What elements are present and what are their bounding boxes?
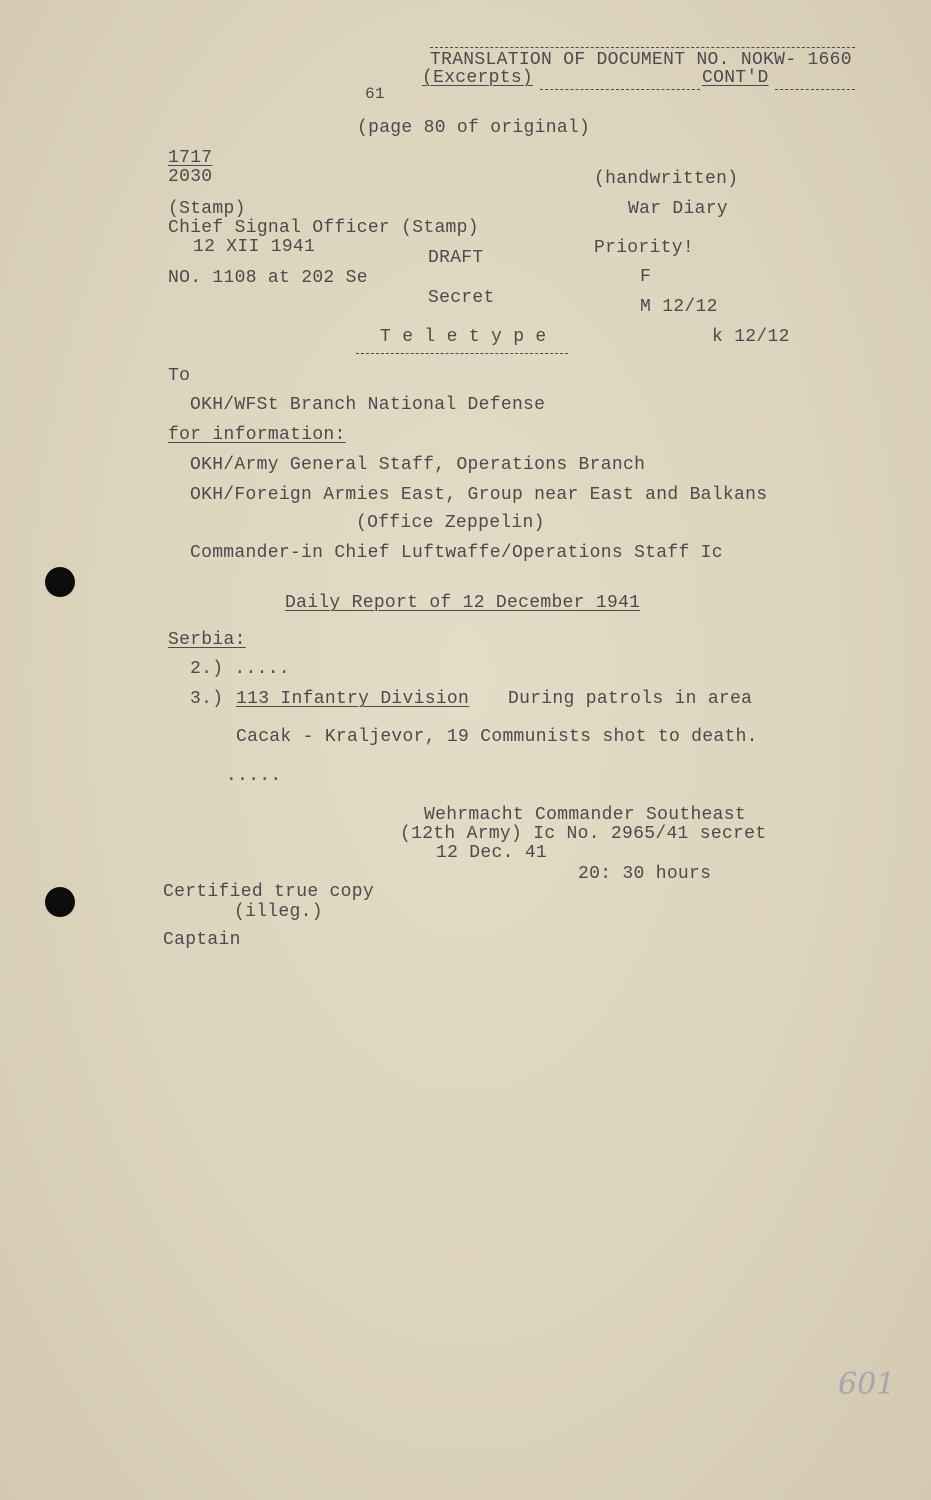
k-date: k 12/12 <box>712 327 790 347</box>
f-mark: F <box>640 267 652 287</box>
teletype-rule <box>356 353 568 354</box>
captain-title: Captain <box>163 930 241 950</box>
translation-title: TRANSLATION OF DOCUMENT NO. NOKW- 1660 <box>430 50 852 70</box>
contd-label: CONT'D <box>702 68 769 88</box>
handwritten-note: (handwritten) <box>594 169 739 189</box>
excerpts-label: (Excerpts) <box>422 68 534 88</box>
certified-true-copy: Certified true copy <box>163 882 374 902</box>
war-diary: War Diary <box>628 199 728 219</box>
handwritten-page-number: 601 <box>838 1367 896 1402</box>
header-rule-2 <box>775 89 855 90</box>
report-item-2: 2.) ..... <box>190 659 290 679</box>
message-number: NO. 1108 at 202 Se <box>168 268 368 288</box>
report-item-3-number: 3.) <box>190 689 224 709</box>
priority-label: Priority! <box>594 238 694 258</box>
info-recipient-3: (Office Zeppelin) <box>356 513 545 533</box>
chief-signal-officer: Chief Signal Officer (Stamp) <box>168 218 479 238</box>
signature-date: 12 Dec. 41 <box>436 843 548 863</box>
report-ellipsis: ..... <box>226 766 282 786</box>
m-date: M 12/12 <box>640 297 718 317</box>
punch-hole-top <box>45 567 75 597</box>
report-item-3-division: 113 Infantry Division <box>236 689 470 709</box>
reference-number-1: 1717 <box>168 148 213 168</box>
to-addressee: OKH/WFSt Branch National Defense <box>190 395 546 415</box>
report-title: Daily Report of 12 December 1941 <box>285 593 641 613</box>
section-serbia: Serbia: <box>168 630 246 650</box>
signature-line-2: (12th Army) Ic No. 2965/41 secret <box>400 824 767 844</box>
signature-time: 20: 30 hours <box>578 864 712 884</box>
signature-line-1: Wehrmacht Commander Southeast <box>424 805 746 825</box>
for-information-label: for information: <box>168 425 346 445</box>
punch-hole-bottom <box>45 887 75 917</box>
info-recipient-1: OKH/Army General Staff, Operations Branch <box>190 455 646 475</box>
teletype-label: T e l e t y p e <box>380 327 547 347</box>
to-label: To <box>168 366 191 386</box>
info-recipient-4: Commander-in Chief Luftwaffe/Operations Staff Ic <box>190 543 723 563</box>
original-page-note: (page 80 of original) <box>357 118 591 138</box>
page-number: 61 <box>365 85 385 103</box>
stamp-label: (Stamp) <box>168 199 246 219</box>
title-overline <box>430 47 855 48</box>
report-item-3-text: During patrols in area <box>508 689 753 709</box>
info-recipient-2: OKH/Foreign Armies East, Group near East and Balkans <box>190 485 768 505</box>
reference-number-2: 2030 <box>168 167 213 187</box>
secret-label: Secret <box>428 288 495 308</box>
draft-label: DRAFT <box>428 248 484 268</box>
illegible-signature: (illeg.) <box>234 902 323 922</box>
report-item-3-continued: Cacak - Kraljevor, 19 Communists shot to death. <box>236 727 758 747</box>
stamp-date: 12 XII 1941 <box>193 237 316 257</box>
header-rule-1 <box>540 89 700 90</box>
